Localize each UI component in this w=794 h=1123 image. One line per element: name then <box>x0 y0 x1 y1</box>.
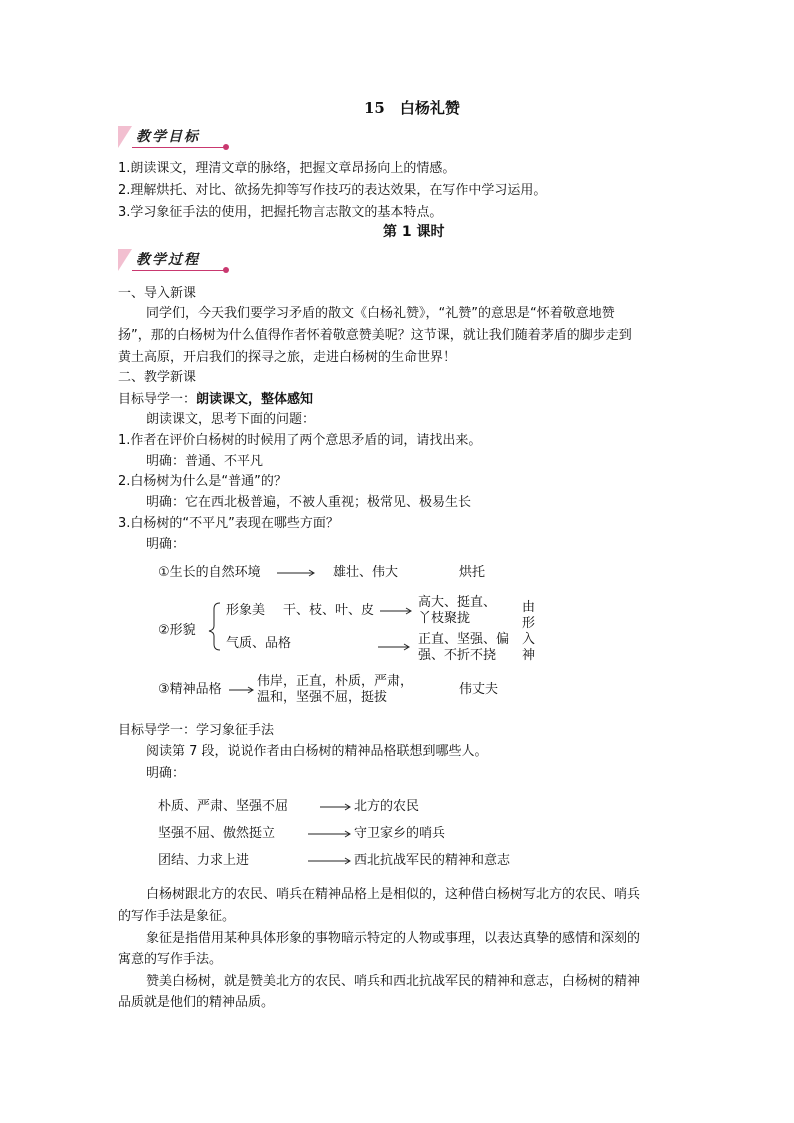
intro-line-1: 同学们，今天我们要学习矛盾的散文《白杨礼赞》，“礼赞”的意思是“怀着敬意地赞 <box>146 306 615 321</box>
question-2: 2.白杨树为什么是“普通”的？ <box>118 474 287 489</box>
intro-heading: 一、导入新课 <box>118 286 197 301</box>
row2a-parts: 干、枝、叶、皮 <box>283 603 375 618</box>
closing-p1-line2: 的写作手法是象征。 <box>118 909 236 924</box>
row2b-result-2: 强、不折不挠 <box>418 648 497 663</box>
row2b-result-1: 正直、坚强、偏 <box>418 632 510 647</box>
map-right-1: 北方的农民 <box>354 799 420 814</box>
map-right-2: 守卫家乡的哨兵 <box>354 826 446 841</box>
answer-3: 明确： <box>146 537 186 552</box>
row3-effect: 伟丈夫 <box>459 682 499 697</box>
guide-2: 目标导学一：学习象征手法 <box>118 723 275 738</box>
read-prompt: 朗读课文，思考下面的问题： <box>146 412 316 427</box>
objective-3: 3.学习象征手法的使用，把握托物言志散文的基本特点。 <box>118 205 443 220</box>
objectives-banner-label: 教学目标 <box>136 129 200 145</box>
guide-1-title: 朗读课文，整体感知 <box>196 392 314 407</box>
row1-effect: 烘托 <box>459 565 486 580</box>
row2-effect-char-2: 形 <box>522 616 536 631</box>
closing-p2-line1: 象征是指借用某种具体形象的事物暗示特定的人物或事理，以表达真挚的感情和深刻的 <box>146 931 641 946</box>
symbol-prompt: 阅读第 7 段，说说作者由白杨树的精神品格联想到哪些人。 <box>146 744 488 759</box>
intro-line-3: 黄土高原，开启我们的探寻之旅，走进白杨树的生命世界！ <box>118 350 457 365</box>
answer-2: 明确：它在西北极普遍，不被人重视；极常见、极易生长 <box>146 495 472 510</box>
guide-1-label: 目标导学一： <box>118 392 197 407</box>
map-left-1: 朴质、严肃、坚强不屈 <box>158 799 289 814</box>
row2-effect-char-4: 神 <box>522 648 536 663</box>
lesson-heading: 第 1 课时 <box>383 224 445 240</box>
row3-result-2: 温和，坚强不屈，挺拔 <box>257 690 388 705</box>
row3-label: ③精神品格 <box>158 682 222 697</box>
row2-effect-char-1: 由 <box>522 600 536 615</box>
question-1: 1.作者在评价白杨树的时候用了两个意思矛盾的词，请找出来。 <box>118 433 482 448</box>
row2-effect-char-3: 入 <box>522 632 536 647</box>
row2a-label: 形象美 <box>226 603 266 618</box>
row2a-result-1: 高大、挺直、 <box>418 595 497 610</box>
row2b-label: 气质、品格 <box>226 636 292 651</box>
row3-result-1: 伟岸，正直，朴质，严肃， <box>257 674 414 689</box>
objective-1: 1.朗读课文，理清文章的脉络，把握文章昂扬向上的情感。 <box>118 161 456 176</box>
process-banner-label: 教学过程 <box>136 252 200 268</box>
row1-label: ①生长的自然环境 <box>158 565 261 580</box>
row2a-result-2: 丫枝聚拢 <box>418 611 471 626</box>
closing-p1-line1: 白杨树跟北方的农民、哨兵在精神品格上是相似的，这种借白杨树写北方的农民、哨兵 <box>146 887 641 902</box>
question-3: 3.白杨树的“不平凡”表现在哪些方面？ <box>118 516 339 531</box>
closing-p3-line2: 品质就是他们的精神品质。 <box>118 995 275 1010</box>
closing-p3-line1: 赞美白杨树，就是赞美北方的农民、哨兵和西北抗战军民的精神和意志，白杨树的精神 <box>146 974 641 989</box>
page-title: 15 白杨礼赞 <box>364 99 460 117</box>
closing-p2-line2: 寓意的写作手法。 <box>118 952 223 967</box>
new-lesson-heading: 二、教学新课 <box>118 370 197 385</box>
map-right-3: 西北抗战军民的精神和意志 <box>354 853 511 868</box>
answer-1: 明确：普通、不平凡 <box>146 454 264 469</box>
row2-label: ②形貌 <box>158 623 196 638</box>
intro-line-2: 扬”，那的白杨树为什么值得作者怀着敬意赞美呢？这节课，就让我们随着茅盾的脚步走到 <box>118 328 632 343</box>
map-left-2: 坚强不屈、傲然挺立 <box>158 826 276 841</box>
symbol-answer: 明确： <box>146 766 186 781</box>
row1-result: 雄壮、伟大 <box>333 565 399 580</box>
objective-2: 2.理解烘托、对比、欲扬先抑等写作技巧的表达效果，在写作中学习运用。 <box>118 183 547 198</box>
map-left-3: 团结、力求上进 <box>158 853 250 868</box>
